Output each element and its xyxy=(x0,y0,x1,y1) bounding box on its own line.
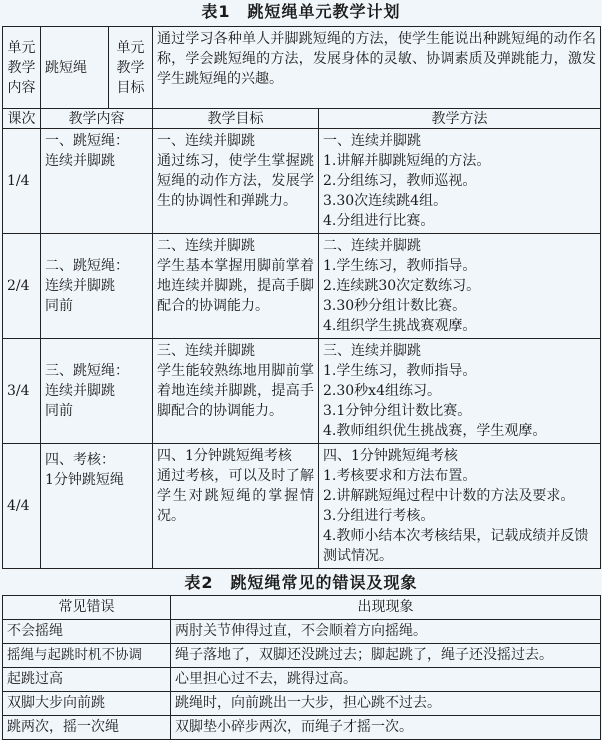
lesson-goal: 一、连续并脚跳 通过练习，使学生掌握跳短绳的动作方法，发展学生的协调性和弹跳力。 xyxy=(153,129,319,234)
header-lesson: 课次 xyxy=(3,109,41,129)
lesson-method xyxy=(319,444,601,569)
lesson-row-4 xyxy=(3,444,601,569)
errors-header-row xyxy=(3,596,601,620)
method-step: 4.教师小结本次考核结果，记载成绩并反馈测试情况。 xyxy=(323,528,589,564)
table1-title: 表1 跳短绳单元教学计划 xyxy=(201,2,401,21)
lesson-row-2 xyxy=(3,234,601,339)
method-step: 1.考核要求和方法布置。 xyxy=(323,468,477,484)
table-row xyxy=(3,620,601,644)
error-cell: 跳两次，摇一次绳 xyxy=(3,716,171,740)
method-step: 4.组织学生挑战赛观摩。 xyxy=(323,318,477,334)
method-step: 3.1分钟分组计数比赛。 xyxy=(323,403,472,419)
header-row xyxy=(3,109,601,129)
table2-title: 表2 跳短绳常见的错误及现象 xyxy=(184,573,418,592)
phenomenon-cell: 双脚垫小碎步两次，而绳子才摇一次。 xyxy=(171,716,601,740)
header-phenomenon: 出现现象 xyxy=(171,596,601,620)
lesson-row-1 xyxy=(3,129,601,234)
lesson-number: 2/4 xyxy=(3,234,41,339)
method-step: 3.30秒分组计数比赛。 xyxy=(323,298,467,314)
lesson-goal: 二、连续并脚跳 学生基本掌握用脚前掌着地连续并脚跳，提高手脚配合的协调能力。 xyxy=(153,234,319,339)
unit-goal-label: 单元 教学 目标 xyxy=(109,27,153,109)
unit-content-value: 跳短绳 xyxy=(41,27,109,109)
table-row xyxy=(3,716,601,740)
method-step: 2.分组练习，教师巡视。 xyxy=(323,173,477,189)
lesson-row-3 xyxy=(3,339,601,444)
table-row xyxy=(3,692,601,716)
lesson-goal: 四、1分钟跳短绳考核 通过考核，可以及时了解学生对跳短绳的掌握情况。 xyxy=(153,444,319,569)
lesson-goal: 三、连续并脚跳 学生能较熟练地用脚前掌着地连续并脚跳，提高手脚配合的协调能力。 xyxy=(153,339,319,444)
unit-content-label: 单元 教学 内容 xyxy=(3,27,41,109)
method-step: 一、连续并脚跳 xyxy=(323,133,421,149)
header-error: 常见错误 xyxy=(3,596,171,620)
header-method: 教学方法 xyxy=(319,109,601,129)
table-row xyxy=(3,644,601,668)
unit-goal-value: 通过学习各种单人并脚跳短绳的方法，使学生能说出种跳短绳的动作名称，学会跳短绳的方法，发展身体的灵敏、协调素质及弹跳能力，激发学生跳短绳的兴趣。 xyxy=(153,27,601,109)
method-step: 3.30次连续跳4组。 xyxy=(323,193,448,209)
lesson-content: 二、跳短绳： 连续并脚跳 同前 xyxy=(41,234,153,339)
method-step: 1.学生练习，教师指导。 xyxy=(323,258,477,274)
method-step: 2.连续跳30次定数练习。 xyxy=(323,278,481,294)
unit-info-row xyxy=(3,27,601,109)
method-step: 4.分组进行比赛。 xyxy=(323,213,435,229)
lesson-number: 3/4 xyxy=(3,339,41,444)
errors-table xyxy=(2,595,601,740)
method-step: 三、连续并脚跳 xyxy=(323,343,421,359)
lesson-number: 1/4 xyxy=(3,129,41,234)
header-goal: 教学目标 xyxy=(153,109,319,129)
method-step: 4.教师组织优生挑战赛，学生观摩。 xyxy=(323,423,547,439)
table-row xyxy=(3,668,601,692)
method-step: 1.讲解并脚跳短绳的方法。 xyxy=(323,153,491,169)
teaching-plan-table xyxy=(2,26,601,569)
header-content: 教学内容 xyxy=(41,109,153,129)
method-step: 二、连续并脚跳 xyxy=(323,238,421,254)
phenomenon-cell: 跳绳时，向前跳出一大步，担心跳不过去。 xyxy=(171,692,601,716)
method-step: 四、1分钟跳短绳考核 xyxy=(323,448,458,464)
lesson-number: 4/4 xyxy=(3,444,41,569)
lesson-method xyxy=(319,129,601,234)
method-step: 1.学生练习，教师指导。 xyxy=(323,363,477,379)
lesson-method xyxy=(319,234,601,339)
lesson-content: 四、考核： 1分钟跳短绳 xyxy=(41,444,153,569)
method-step: 3.分组进行考核。 xyxy=(323,508,435,524)
error-cell: 不会摇绳 xyxy=(3,620,171,644)
error-cell: 摇绳与起跳时机不协调 xyxy=(3,644,171,668)
phenomenon-cell: 两肘关节伸得过直，不会顺着方向摇绳。 xyxy=(171,620,601,644)
error-cell: 双脚大步向前跳 xyxy=(3,692,171,716)
lesson-content: 三、跳短绳： 连续并脚跳 同前 xyxy=(41,339,153,444)
method-step: 2.讲解跳短绳过程中计数的方法及要求。 xyxy=(323,488,575,504)
lesson-content: 一、跳短绳： 连续并脚跳 xyxy=(41,129,153,234)
phenomenon-cell: 心里担心过不去，跳得过高。 xyxy=(171,668,601,692)
method-step: 2.30秒x4组练习。 xyxy=(323,383,441,399)
lesson-method xyxy=(319,339,601,444)
phenomenon-cell: 绳子落地了，双脚还没跳过去；脚起跳了，绳子还没摇过去。 xyxy=(171,644,601,668)
error-cell: 起跳过高 xyxy=(3,668,171,692)
